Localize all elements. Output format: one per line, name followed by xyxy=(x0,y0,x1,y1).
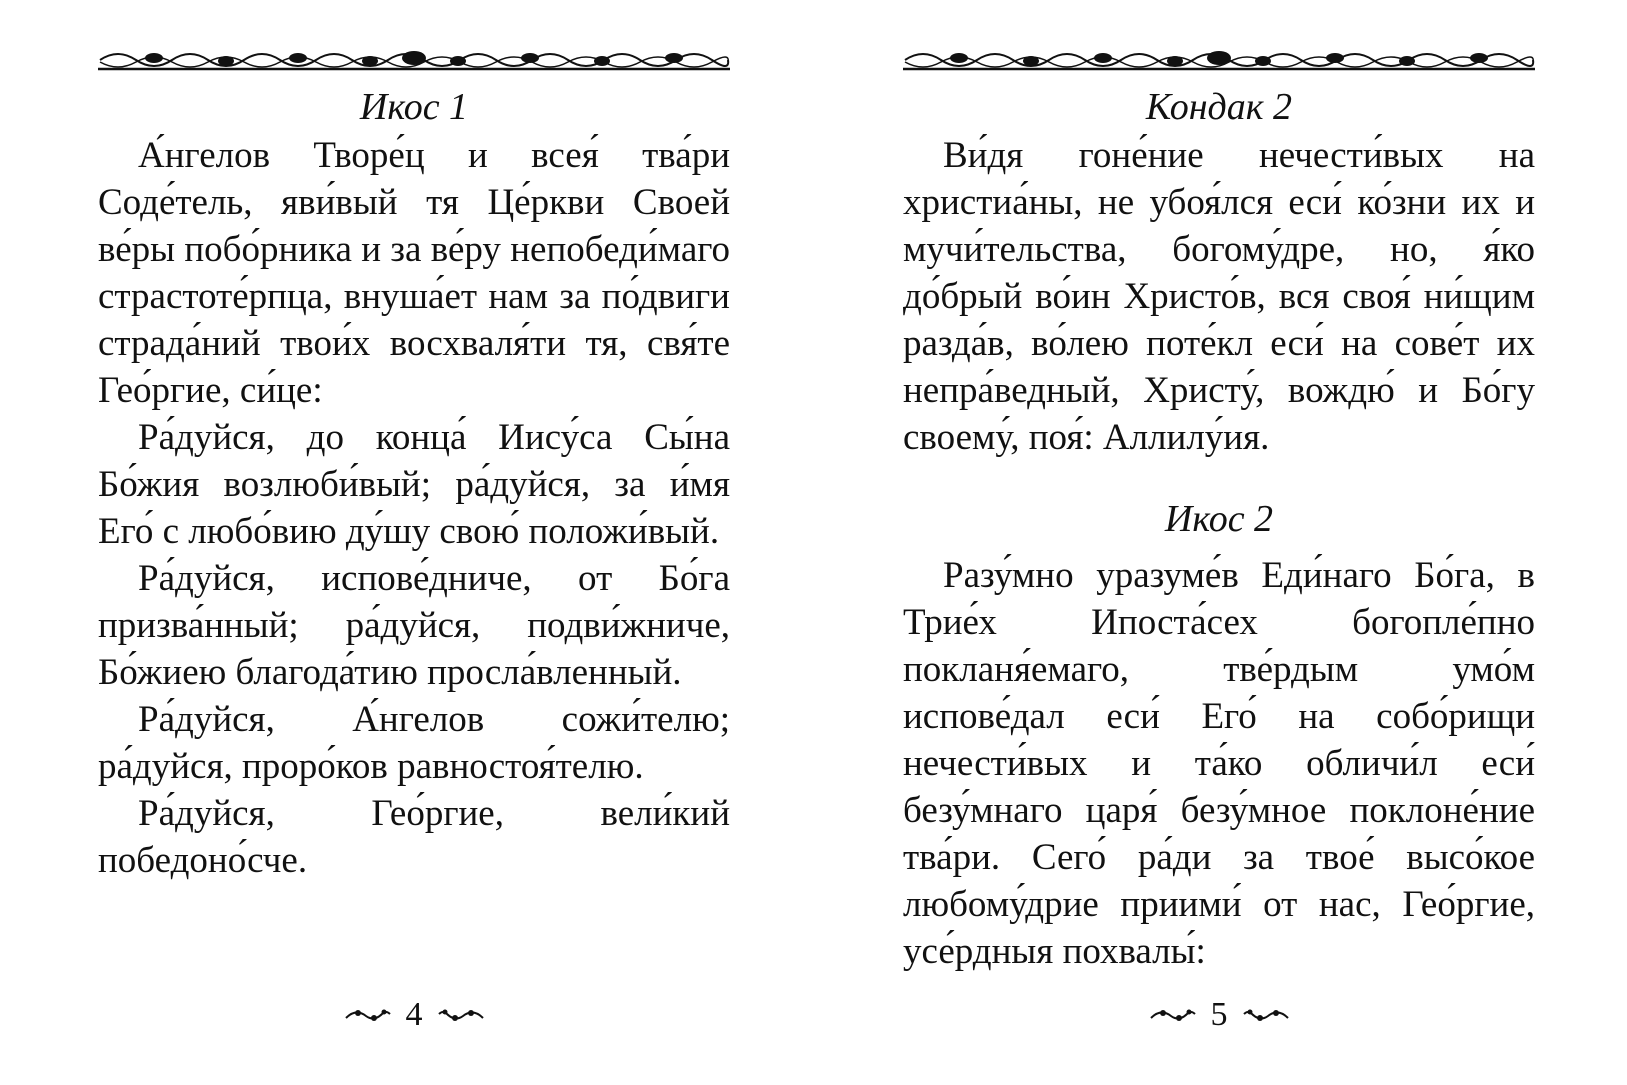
paragraph: Ви́дя гоне́ние нечести́вых на христиа́ны, не убоя́лся еси́ ко́зни их и мучи́тельства, богому́дре, но, я́ко до́брый во́ин Христо́в, вся своя́ ни́щим разда́в, во́лею поте́кл еси́ на сове́т их непра́ведный, Христу́, вождю́ и Бо́гу своему́, поя́: Аллилу́ия. xyxy=(903,135,1535,458)
kondak-2-body xyxy=(903,132,1535,461)
paragraph: Ра́дуйся, до конца́ Иису́са Сы́на Бо́жия возлюби́вый; ра́дуйся, за и́мя Его́ с любо́вию ду́шу свою́ положи́вый. xyxy=(98,417,730,552)
section-heading-ikos-2: Икос 2 xyxy=(1164,498,1274,540)
floral-sprig-ornament-icon xyxy=(1242,1004,1290,1026)
floral-sprig-ornament-icon xyxy=(1149,1004,1197,1026)
paragraph: Ра́дуйся, Гео́ргие, вели́кий победоно́сче. xyxy=(98,793,730,881)
page-number: 4 xyxy=(405,996,423,1033)
ikos-2-body xyxy=(903,552,1535,975)
left-page xyxy=(98,0,730,1085)
page-number-area xyxy=(903,995,1535,1035)
floral-sprig-ornament-icon xyxy=(344,1004,392,1026)
floral-border-ornament-icon xyxy=(903,44,1535,72)
left-page-body xyxy=(98,132,730,884)
page-number: 5 xyxy=(1210,996,1228,1033)
floral-sprig-ornament-icon xyxy=(437,1004,485,1026)
paragraph: А́нгелов Творе́ц и всея́ тва́ри Соде́тель, яви́вый тя Це́ркви Своей ве́ры побо́рника и за ве́ру непобеди́маго страстоте́рпца, внуша́ет нам за по́двиги страда́ний твои́х восхваля́ти тя, свя́те Гео́ргие, си́це: xyxy=(98,135,730,411)
floral-border-ornament-icon xyxy=(98,44,730,72)
section-heading-ikos-1: Икос 1 xyxy=(359,86,469,128)
section-heading-kondak-2: Кондак 2 xyxy=(1145,86,1293,128)
paragraph: Ра́дуйся, А́нгелов сожи́телю; ра́дуйся, проро́ков равностоя́телю. xyxy=(98,699,730,787)
paragraph: Разу́мно уразуме́в Еди́наго Бо́га, в Трие́х Ипоста́сех богопле́пно покланя́емаго, тве́рдым умо́м испове́дал еси́ Его́ на собо́рищи нечести́вых и та́ко обличи́л еси́ безу́мнаго царя́ безу́мное поклоне́ние тва́ри. Сего́ ра́ди за твое́ высо́кое любому́дрие приими́ от нас, Гео́ргие, усе́рдныя похвалы́: xyxy=(903,555,1535,972)
right-page xyxy=(903,0,1535,1085)
page-number-area xyxy=(98,995,730,1035)
paragraph: Ра́дуйся, испове́дниче, от Бо́га призва́нный; ра́дуйся, подви́жниче, Бо́жиею благода́тию просла́вленный. xyxy=(98,558,730,693)
